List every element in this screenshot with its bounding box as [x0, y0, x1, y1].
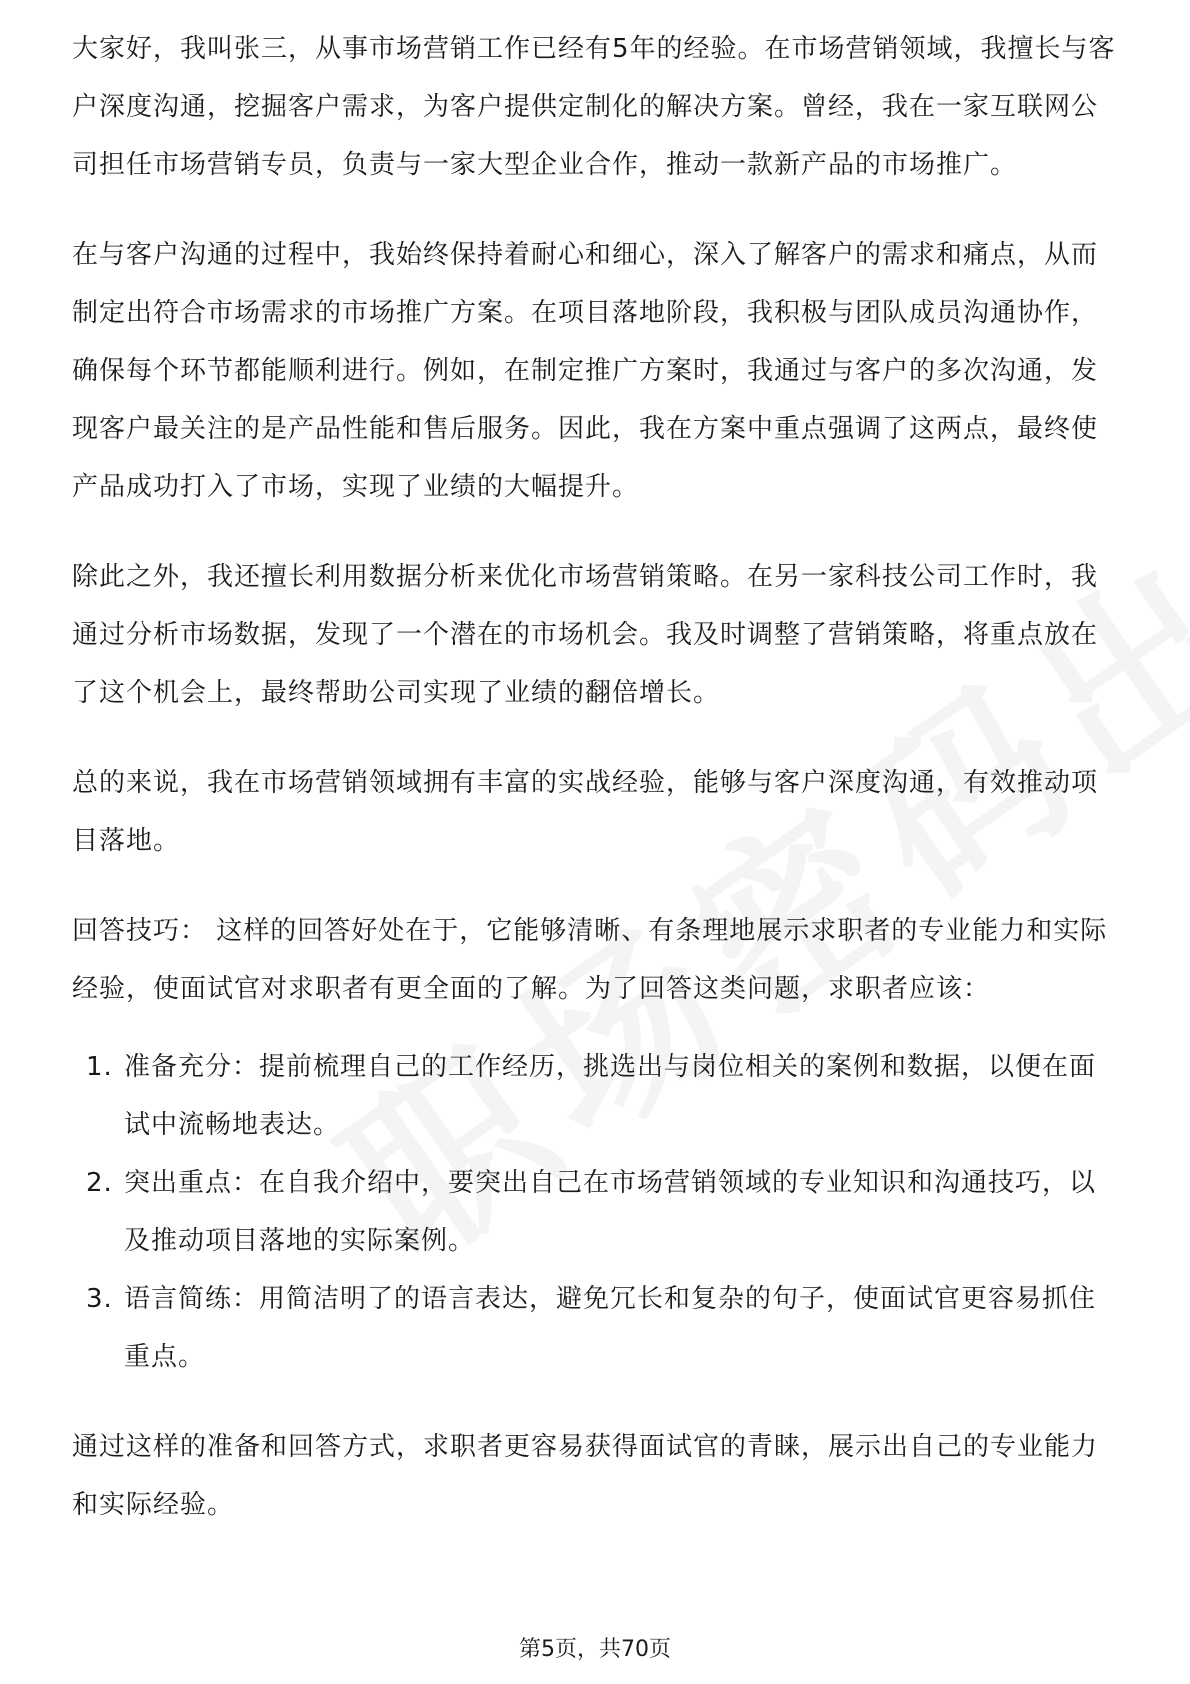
- list-item-number: 1.: [86, 1052, 113, 1082]
- paragraph-intro: 大家好，我叫张三，从事市场营销工作已经有5年的经验。在市场营销领域，我擅长与客户深度沟通，挖掘客户需求，为客户提供定制化的解决方案。曾经，我在一家互联网公司担任市场营销专员，负责与一家大型企业合作，推动一款新产品的市场推广。: [72, 34, 1116, 180]
- list-item: [72, 1154, 1122, 1270]
- list-item-number: 2.: [86, 1168, 113, 1198]
- list-item: [72, 1270, 1122, 1386]
- paragraph-answer-tips: 回答技巧： 这样的回答好处在于，它能够清晰、有条理地展示求职者的专业能力和实际经验，使面试官对求职者有更全面的了解。为了回答这类问题，求职者应该：: [72, 916, 1108, 1004]
- list-item-text: 准备充分：提前梳理自己的工作经历，挑选出与岗位相关的案例和数据，以便在面试中流畅地表达。: [124, 1052, 1097, 1140]
- page-number-footer: 第5页，共70页: [519, 1637, 671, 1662]
- list-item-number: 3.: [86, 1284, 113, 1314]
- paragraph-closing: 通过这样的准备和回答方式，求职者更容易获得面试官的青睐，展示出自己的专业能力和实际经验。: [72, 1432, 1099, 1520]
- document-body: [72, 20, 1122, 1534]
- list-item: [72, 1038, 1122, 1154]
- list-item-text: 语言简练：用简洁明了的语言表达，避免冗长和复杂的句子，使面试官更容易抓住重点。: [124, 1284, 1097, 1372]
- paragraph-summary: 总的来说，我在市场营销领域拥有丰富的实战经验，能够与客户深度沟通，有效推动项目落地。: [72, 768, 1099, 856]
- tips-list: [72, 1038, 1122, 1386]
- paragraph-data-analysis: 除此之外，我还擅长利用数据分析来优化市场营销策略。在另一家科技公司工作时，我通过分析市场数据，发现了一个潜在的市场机会。我及时调整了营销策略，将重点放在了这个机会上，最终帮助公司实现了业绩的翻倍增长。: [72, 562, 1099, 708]
- list-item-text: 突出重点：在自我介绍中，要突出自己在市场营销领域的专业知识和沟通技巧，以及推动项目落地的实际案例。: [124, 1168, 1097, 1256]
- paragraph-client-communication: 在与客户沟通的过程中，我始终保持着耐心和细心，深入了解客户的需求和痛点，从而制定出符合市场需求的市场推广方案。在项目落地阶段，我积极与团队成员沟通协作，确保每个环节都能顺利进行。例如，在制定推广方案时，我通过与客户的多次沟通，发现客户最关注的是产品性能和售后服务。因此，我在方案中重点强调了这两点，最终使产品成功打入了市场，实现了业绩的大幅提升。: [72, 240, 1099, 502]
